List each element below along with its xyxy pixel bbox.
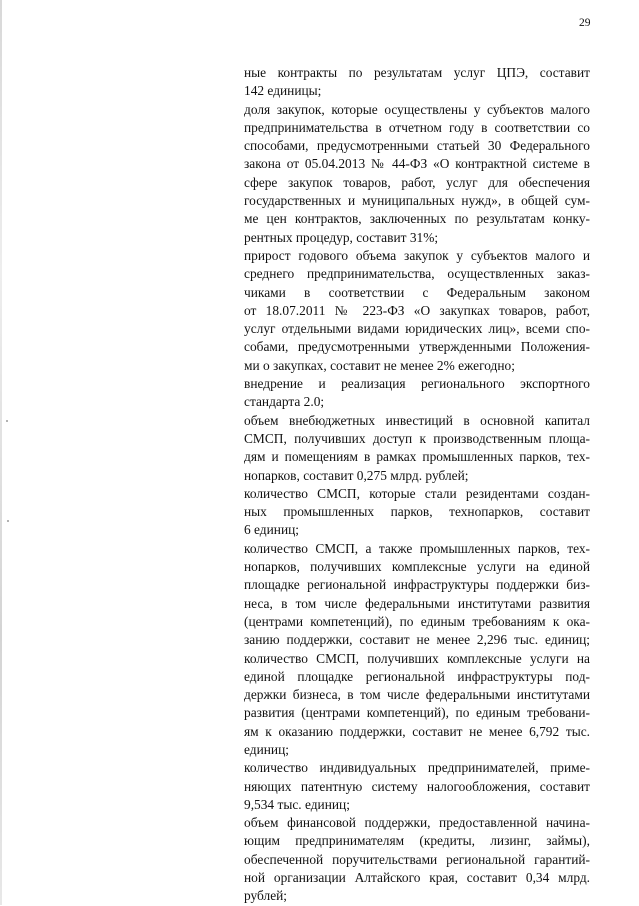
body-text-column: [244, 64, 590, 906]
text-line: дям и помещениям в рамках промышленных парков, тех-: [244, 449, 590, 465]
text-line: 6 единиц;: [244, 522, 300, 538]
text-line: рентных процедур, составит 31%;: [244, 229, 439, 245]
text-line: прирост годового объема закупок у субъектов малого и: [244, 247, 590, 263]
text-line: СМСП, получивших доступ к производственным площа-: [244, 430, 590, 446]
text-line: объем финансовой поддержки, предоставленной начина-: [244, 815, 590, 831]
text-line: единиц;: [244, 741, 289, 757]
text-line: внедрение и реализация регионального экспортного: [244, 376, 590, 392]
text-line: предпринимательства в отчетном году в соответствии со: [244, 119, 590, 135]
text-line: ме цен контрактов, заключенных по результатам конку-: [244, 211, 590, 227]
text-line: государственных и муниципальных нужд», в общей сум-: [244, 193, 590, 209]
text-line: количество СМСП, получивших комплексные услуги на: [244, 650, 590, 666]
text-line: объем внебюджетных инвестиций в основной капитал: [244, 412, 590, 428]
scan-speck: [7, 520, 9, 522]
text-line: услуг отдельными видами юридических лиц», всеми спо-: [244, 321, 590, 337]
text-line: нопарков, составит 0,275 млрд. рублей;: [244, 467, 469, 483]
text-line: занию поддержки, составит не менее 2,296 тыс. единиц;: [244, 632, 590, 648]
text-line: 9,534 тыс. единиц;: [244, 796, 350, 812]
text-line: количество СМСП, а также промышленных парков, тех-: [244, 540, 590, 556]
text-line: (центрами компетенций), по единым требованиям к ока-: [244, 613, 590, 629]
text-line: сфере закупок товаров, работ, услуг для обеспечения: [244, 174, 590, 190]
text-line: доля закупок, которые осуществлены у субъектов малого: [244, 101, 590, 117]
text-line: рублей;: [244, 888, 288, 904]
text-line: способами, предусмотренными статьей 30 Федерального: [244, 138, 590, 154]
text-line: от 18.07.2011 № 223-ФЗ «О закупках товаров, работ,: [244, 302, 590, 318]
text-line: единой площадке региональной инфраструктуры под-: [244, 668, 590, 684]
text-line: держки бизнеса, в том числе федеральными институтами: [244, 687, 590, 703]
text-line: площадке региональной инфраструктуры поддержки биз-: [244, 577, 590, 593]
text-line: количество СМСП, которые стали резидентами создан-: [244, 485, 590, 501]
text-line: собами, предусмотренными утвержденными Положения-: [244, 339, 590, 355]
text-line: ющим предпринимателям (кредиты, лизинг, займы),: [244, 833, 590, 849]
scan-speck: [6, 420, 8, 422]
scan-left-edge: [0, 0, 2, 905]
text-line: 142 единицы;: [244, 83, 322, 99]
text-line: развития (центрами компетенций), по единым требовани-: [244, 705, 590, 721]
text-line: среднего предпринимательства, осуществленных заказ-: [244, 266, 590, 282]
text-line: обеспеченной поручительствами региональной гарантий-: [244, 851, 590, 867]
text-line: закона от 05.04.2013 № 44-ФЗ «О контрактной системе в: [244, 156, 590, 172]
page-number: 29: [579, 17, 591, 29]
text-line: неса, в том числе федеральными институтами развития: [244, 595, 590, 611]
text-line: няющих патентную систему налогообложения, составит: [244, 778, 590, 794]
text-line: ных промышленных парков, технопарков, составит: [244, 504, 590, 520]
text-line: ми о закупках, составит не менее 2% ежегодно;: [244, 357, 515, 373]
text-line: ной организации Алтайского края, составит 0,34 млрд.: [244, 870, 590, 886]
text-line: ные контракты по результатам услуг ЦПЭ, составит: [244, 65, 590, 80]
text-line: количество индивидуальных предпринимателей, приме-: [244, 760, 590, 776]
text-line: ям к оказанию поддержки, составит не менее 6,792 тыс.: [244, 723, 590, 739]
text-line: нопарков, получивших комплексные услуги на единой: [244, 559, 590, 575]
text-line: стандарта 2.0;: [244, 394, 325, 410]
text-line: чиками в соответствии с Федеральным законом: [244, 284, 590, 300]
